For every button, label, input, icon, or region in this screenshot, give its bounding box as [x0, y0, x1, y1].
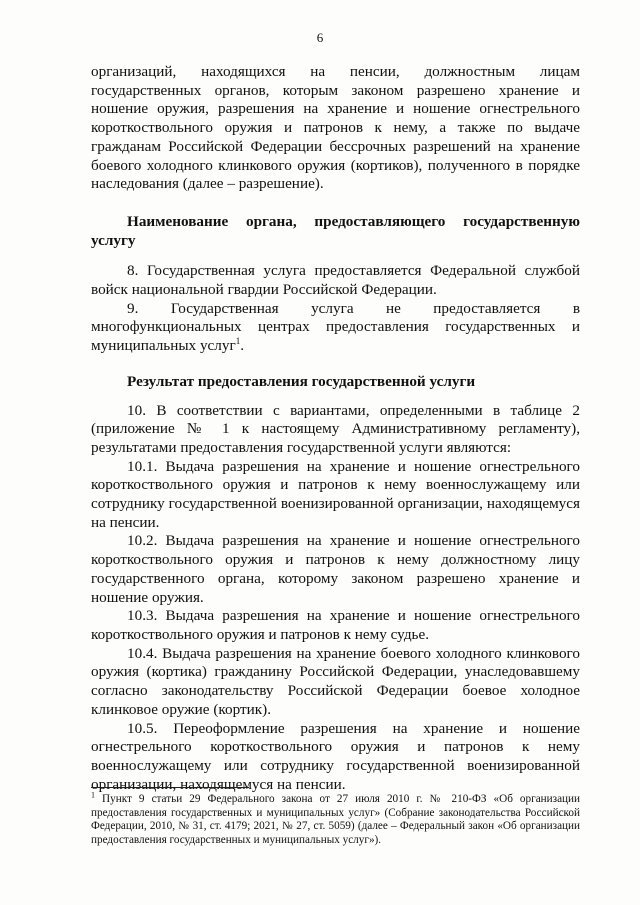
- footnote-text: Пункт 9 статьи 29 Федерального закона от 27 июля 2010 г. № 210-ФЗ «Об организации предоставления государственных и муниципальных услуг» (Собрание законодательства Российской Федерации, 2010, № 31, ст. 4179; 2021, № 27, ст. 5059) (далее – Федеральный закон «Об организации предоставления государственных и муниципальных услуг»).: [91, 793, 580, 846]
- paragraph-10-3: 10.3. Выдача разрешения на хранение и ношение огнестрельного короткоствольного оружия и патронов к нему судье.: [91, 607, 580, 643]
- footnote: [91, 790, 580, 847]
- paragraph-10-2: 10.2. Выдача разрешения на хранение и ношение огнестрельного короткоствольного оружия и патронов к нему должностному лицу государственного органа, которому законом разрешено хранение и ношение оружия.: [91, 532, 580, 606]
- page-number: 6: [316, 30, 324, 45]
- footnote-reference[interactable]: 1: [235, 336, 241, 347]
- paragraph-9: [91, 300, 580, 356]
- paragraph-9-end: .: [240, 337, 244, 355]
- footnote-separator: [91, 787, 249, 788]
- heading-providing-organ: Наименование органа, предоставляющего государственную услугу: [91, 212, 580, 249]
- document-body: [91, 63, 580, 794]
- paragraph-10: 10. В соответствии с вариантами, определенными в таблице 2 (приложение № 1 к настоящему Административному регламенту), результатами предоставления государственной услуги являются:: [91, 401, 580, 456]
- paragraph-9-text: 9. Государственная услуга не предоставляется в многофункциональных центрах предоставления государственных и муниципальных услуг: [91, 299, 580, 355]
- paragraph-10-4: 10.4. Выдача разрешения на хранение боевого холодного клинкового оружия (кортика) гражданину Российской Федерации, унаследовавшему согласно законодательству Российской Федерации боевое холодное клинковое оружие (кортик).: [91, 644, 580, 718]
- intro-paragraph: организаций, находящихся на пенсии, должностным лицам государственных органов, которым законом разрешено хранение и ношение оружия, разрешения на хранение и ношение огнестрельного короткоствольного оружия и патронов к нему, а также по выдаче гражданам Российской Федерации бессрочных разрешений на хранение боевого холодного клинкового оружия (кортиков), полученного в порядке наследования (далее – разрешение).: [91, 63, 580, 193]
- paragraph-10-1: 10.1. Выдача разрешения на хранение и ношение огнестрельного короткоствольного оружия и патронов к нему военнослужащему или сотруднику государственной военизированной организации, находящемуся на пенсии.: [91, 457, 580, 531]
- heading-service-result: Результат предоставления государственной услуги: [127, 372, 476, 390]
- footnote-mark: 1: [91, 790, 95, 800]
- paragraph-8: 8. Государственная услуга предоставляется Федеральной службой войск национальной гвардии Российской Федерации.: [91, 262, 580, 299]
- paragraph-10-5: 10.5. Переоформление разрешения на хранение и ношение огнестрельного короткоствольного оружия и патронов к нему военнослужащему или сотруднику государственной военизированной организации, находящемуся на пенсии.: [91, 719, 580, 793]
